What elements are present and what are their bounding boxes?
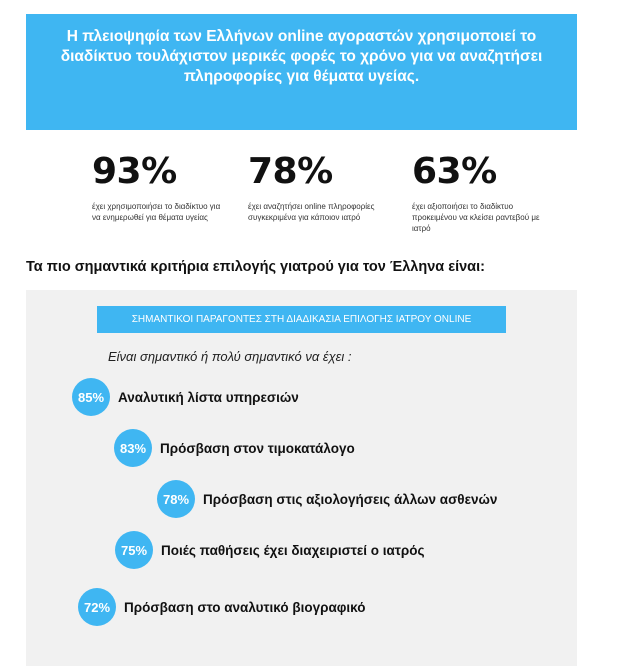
stat-value: 78% bbox=[248, 151, 333, 192]
percent-badge: 75% bbox=[115, 531, 153, 569]
stat-block-doctor-info bbox=[248, 152, 398, 223]
percent-badge: 78% bbox=[157, 480, 195, 518]
factor-label: Αναλυτική λίστα υπηρεσιών bbox=[118, 389, 299, 405]
percent-badge: 83% bbox=[114, 429, 152, 467]
section-heading: Τα πιο σημαντικά κριτήρια επιλογής γιατρού για τον Έλληνα είναι: bbox=[26, 259, 485, 275]
factor-label: Πρόσβαση στις αξιολογήσεις άλλων ασθενών bbox=[203, 491, 498, 507]
factor-item bbox=[157, 480, 497, 518]
stat-description: έχει αναζητήσει online πληροφορίες συγκεκριμένα για κάποιον ιατρό bbox=[248, 202, 375, 222]
factor-item bbox=[78, 588, 365, 626]
stat-value: 93% bbox=[92, 151, 177, 192]
factor-item bbox=[72, 378, 299, 416]
stat-description: έχει χρησιμοποιήσει το διαδίκτυο για να ενημερωθεί για θέματα υγείας bbox=[92, 202, 221, 222]
panel-header: ΣΗΜΑΝΤΙΚΟΙ ΠΑΡΑΓΟΝΤΕΣ ΣΤΗ ΔΙΑΔΙΚΑΣΙΑ ΕΠΙΛΟΓΗΣ ΙΑΤΡΟΥ ONLINE bbox=[97, 306, 506, 333]
factor-label: Πρόσβαση στο αναλυτικό βιογραφικό bbox=[124, 599, 366, 615]
panel-subtitle: Είναι σημαντικό ή πολύ σημαντικό να έχει : bbox=[108, 349, 352, 364]
factor-label: Ποιές παθήσεις έχει διαχειριστεί ο ιατρός bbox=[161, 542, 425, 558]
stat-block-appointment bbox=[412, 152, 562, 234]
factor-item bbox=[114, 429, 355, 467]
percent-badge: 85% bbox=[72, 378, 110, 416]
factor-label: Πρόσβαση στον τιμοκατάλογο bbox=[160, 440, 355, 456]
percent-badge: 72% bbox=[78, 588, 116, 626]
stat-block-health-info bbox=[92, 152, 242, 223]
stat-value: 63% bbox=[412, 151, 497, 192]
stat-description: έχει αξιοποιήσει το διαδίκτυο προκειμένου να κλείσει ραντεβού με ιατρό bbox=[412, 202, 540, 233]
factor-item bbox=[115, 531, 424, 569]
headline-text: Η πλειοψηφία των Ελλήνων online αγοραστών χρησιμοποιεί το διαδίκτυο τουλάχιστον μερικές φορές το χρόνο για να αναζητήσει πληροφορίες για θέματα υγείας. bbox=[60, 28, 543, 85]
headline-banner bbox=[26, 14, 577, 130]
